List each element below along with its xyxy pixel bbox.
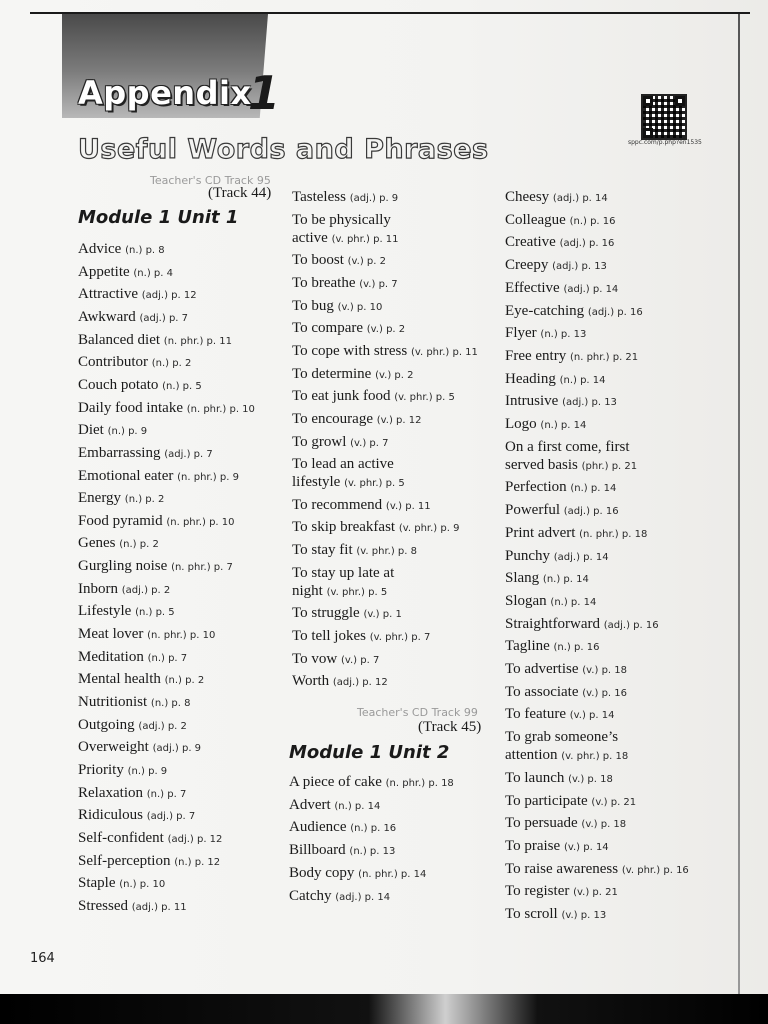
entry-info: (n. phr.) p. 18 (385, 778, 454, 789)
glossary-entry (78, 489, 164, 509)
entry-info: (n.) p. 13 (540, 329, 587, 341)
entry-info: (n. phr.) p. 11 (163, 335, 232, 347)
entry-info: (adj.) p. 12 (167, 833, 223, 845)
teacher-cd-track: Teacher's CD Track 99 (357, 706, 478, 719)
glossary-entry (292, 627, 430, 647)
entry-info: (n.) p. 16 (553, 642, 600, 654)
glossary-entry (78, 784, 186, 804)
entry-word: Slogan (505, 592, 547, 609)
entry-word: Balanced diet (78, 331, 161, 348)
entry-info: (adj.) p. 7 (164, 448, 213, 460)
entry-info: (v. phr.) p. 7 (369, 632, 431, 644)
entry-word: A piece of cake (289, 774, 382, 790)
entry-word: Diet (78, 422, 104, 439)
entry-info: (v.) p. 2 (366, 324, 406, 336)
glossary-entry (505, 547, 609, 567)
entry-word: Energy (78, 490, 122, 507)
glossary-entry (505, 769, 613, 789)
glossary-entry (505, 501, 619, 521)
entry-word: To skip breakfast (292, 519, 396, 536)
entry-info: (adj.) p. 11 (131, 901, 187, 913)
entry-word: Relaxation (78, 784, 143, 801)
glossary-entry (78, 716, 187, 736)
entry-info: (v. phr.) p. 16 (621, 864, 689, 876)
entry-word: To recommend (292, 496, 383, 513)
glossary-entry (78, 874, 165, 894)
entry-word: Intrusive (505, 393, 559, 410)
entry-word: Powerful (505, 502, 560, 519)
entry-info: (adj.) p. 2 (138, 720, 187, 732)
entry-word: Contributor (78, 354, 148, 371)
entry-info: (n.) p. 13 (349, 846, 396, 858)
glossary-entry (505, 615, 659, 635)
glossary-entry (505, 569, 589, 589)
page-number: 164 (30, 951, 55, 966)
entry-info: (n. phr.) p. 10 (166, 516, 235, 528)
glossary-entry (292, 188, 398, 208)
entry-word: To eat junk food (292, 388, 391, 405)
entry-info: (v. phr.) p. 5 (394, 392, 455, 404)
entry-info: (v.) p. 18 (568, 773, 613, 785)
entry-info: (v. phr.) p. 18 (561, 751, 629, 763)
entry-word: To boost (292, 252, 344, 269)
entry-word: Advice (78, 241, 122, 257)
entry-info: (v.) p. 7 (350, 437, 389, 449)
glossary-entry (78, 444, 213, 464)
glossary-entry (78, 580, 170, 600)
entry-word: Overweight (78, 739, 149, 756)
entry-info: (n. phr.) p. 18 (579, 528, 648, 540)
entry-info: (adj.) p. 16 (559, 238, 615, 250)
page-right-edge (738, 14, 740, 994)
glossary-entry (292, 564, 394, 602)
entry-word: To be physically (292, 211, 391, 228)
entry-word: Priority (78, 761, 124, 778)
entry-word: Nutritionist (78, 694, 148, 710)
entry-info: (v.) p. 2 (347, 256, 386, 268)
glossary-entry (78, 738, 201, 758)
entry-word: Attractive (78, 286, 138, 303)
entry-word: Appetite (78, 263, 130, 280)
glossary-entry (505, 302, 643, 322)
entry-info: (adj.) p. 12 (332, 677, 388, 689)
entry-info: (adj.) p. 13 (562, 397, 617, 409)
entry-word: To stay up late at (292, 564, 395, 581)
glossary-entry (292, 342, 478, 362)
entry-info: (adj.) p. 12 (141, 290, 197, 302)
glossary-entry (78, 557, 233, 577)
entry-word: To participate (505, 792, 588, 809)
entry-info: (n.) p. 2 (124, 494, 165, 506)
glossary-entry (505, 905, 606, 925)
entry-info: (n. phr.) p. 10 (186, 403, 255, 415)
entry-word: Worth (292, 673, 330, 690)
glossary-entry (505, 279, 618, 299)
entry-info: (n. phr.) p. 9 (177, 471, 239, 483)
entry-word: Body copy (289, 864, 355, 881)
entry-word: Genes (78, 535, 116, 552)
entry-word: To lead an active (292, 456, 394, 473)
entry-info: (n.) p. 9 (107, 426, 148, 438)
glossary-entry (292, 387, 455, 407)
entry-word: Tagline (505, 638, 550, 655)
entry-word: Advert (289, 796, 331, 813)
entry-info: (adj.) p. 7 (146, 811, 196, 823)
entry-info: (v.) p. 10 (337, 301, 383, 313)
entry-word: Eye-catching (505, 302, 585, 319)
glossary-entry (289, 887, 390, 907)
glossary-entry (505, 660, 627, 680)
entry-word-continued: attention (505, 747, 558, 764)
entry-word: To compare (292, 320, 364, 337)
entry-info: (v.) p. 2 (375, 369, 414, 381)
entry-info: (v.) p. 14 (569, 710, 615, 722)
glossary-entry (289, 841, 395, 861)
glossary-entry (78, 263, 173, 283)
entry-word: Outgoing (78, 716, 135, 733)
entry-word: Self-confident (78, 829, 164, 846)
glossary-entry (292, 455, 405, 493)
glossary-entry (505, 415, 586, 435)
entry-info: (n.) p. 14 (550, 596, 597, 608)
entry-info: (n.) p. 7 (147, 652, 188, 664)
track-number: (Track 45) (418, 719, 482, 735)
entry-word: Heading (505, 370, 556, 387)
glossary-entry (505, 438, 637, 476)
entry-info: (n.) p. 5 (135, 607, 175, 619)
qr-url: sppc.com/p.php?en1535 (628, 139, 702, 146)
entry-info: (n. phr.) p. 21 (569, 351, 639, 363)
entry-word: Colleague (505, 211, 566, 228)
glossary-entry (292, 433, 389, 453)
entry-word: To growl (292, 433, 347, 450)
entry-info: (n.) p. 4 (133, 267, 173, 279)
glossary-entry (78, 602, 175, 622)
glossary-entry (78, 399, 255, 419)
glossary-entry (505, 233, 614, 253)
glossary-entry (289, 773, 454, 793)
entry-word: Catchy (289, 887, 332, 904)
entry-info: (adj.) p. 9 (152, 743, 202, 755)
glossary-entry (505, 683, 627, 703)
entry-info: (v. phr.) p. 11 (410, 346, 478, 358)
entry-info: (v. phr.) p. 8 (356, 546, 417, 558)
entry-info: (v. phr.) p. 5 (326, 586, 388, 598)
entry-word: Staple (78, 875, 116, 892)
entry-word: Self-perception (78, 852, 171, 869)
glossary-entry (505, 256, 607, 276)
glossary-entry (292, 274, 398, 294)
entry-word: To praise (505, 837, 561, 854)
entry-info: (adj.) p. 9 (349, 193, 399, 204)
glossary-entry (78, 693, 191, 713)
entry-word: To determine (292, 365, 372, 382)
entry-word: Free entry (505, 347, 567, 364)
glossary-entry (292, 365, 413, 385)
teacher-cd-track: Teacher's CD Track 95 (150, 174, 271, 187)
entry-word: Creative (505, 234, 556, 251)
entry-info: (n.) p. 10 (119, 879, 166, 891)
page-top-edge (30, 12, 750, 14)
glossary-entry (292, 410, 421, 430)
glossary-entry (292, 496, 431, 516)
entry-word: Embarrassing (78, 444, 161, 461)
glossary-entry (78, 512, 235, 532)
entry-word: Slang (505, 570, 540, 587)
entry-info: (v.) p. 18 (582, 665, 627, 676)
entry-word-continued: lifestyle (292, 474, 341, 491)
glossary-entry (505, 392, 617, 412)
glossary-entry (292, 604, 402, 624)
entry-info: (adj.) p. 16 (563, 506, 619, 518)
glossary-entry (78, 670, 204, 690)
entry-word: Mental health (78, 671, 161, 688)
qr-code-icon[interactable] (643, 96, 685, 138)
glossary-entry (78, 806, 195, 826)
glossary-entry (292, 541, 417, 561)
entry-word: To bug (292, 297, 334, 314)
glossary-entry (505, 370, 606, 390)
glossary-entry (78, 852, 220, 872)
entry-info: (v.) p. 21 (591, 796, 637, 808)
entry-word-continued: night (292, 582, 323, 599)
glossary-entry (289, 818, 396, 838)
qr-corner-icon (643, 96, 653, 106)
glossary-entry (292, 251, 386, 271)
entry-word: To feature (505, 706, 566, 723)
entry-info: (adj.) p. 14 (552, 193, 608, 204)
entry-word-continued: active (292, 229, 328, 246)
entry-info: (adj.) p. 7 (139, 312, 189, 324)
entry-word: Print advert (505, 524, 576, 541)
entry-word: To launch (505, 769, 565, 786)
glossary-entry (78, 331, 232, 351)
glossary-entry (505, 324, 586, 344)
entry-word: Ridiculous (78, 807, 144, 824)
entry-info: (v.) p. 1 (363, 609, 402, 621)
glossary-entry (78, 308, 188, 328)
entry-word-continued: served basis (505, 456, 578, 473)
glossary-entry (292, 211, 399, 249)
glossary-entry (505, 814, 626, 834)
glossary-entry (292, 297, 382, 317)
entry-word: On a first come, first (505, 438, 630, 455)
glossary-entry (78, 534, 159, 554)
entry-info: (n.) p. 16 (350, 823, 397, 835)
track-number: (Track 44) (208, 185, 272, 201)
glossary-entry (78, 648, 187, 668)
glossary-entry (505, 728, 628, 766)
entry-info: (n.) p. 14 (559, 374, 606, 386)
entry-word: To advertise (505, 661, 579, 677)
entry-word: To stay fit (292, 542, 353, 559)
entry-info: (n.) p. 8 (150, 698, 191, 709)
entry-info: (v.) p. 7 (359, 278, 398, 290)
entry-info: (n. phr.) p. 14 (358, 868, 427, 880)
entry-info: (phr.) p. 21 (581, 460, 638, 472)
glossary-entry (78, 240, 165, 260)
entry-info: (v.) p. 7 (340, 654, 380, 666)
entry-word: Creepy (505, 257, 549, 274)
glossary-entry (78, 421, 147, 441)
glossary-entry (78, 285, 197, 305)
entry-word: To tell jokes (292, 628, 366, 645)
glossary-entry (292, 518, 459, 538)
entry-word: To cope with stress (292, 342, 408, 359)
entry-info: (n.) p. 16 (569, 215, 616, 227)
glossary-entry (292, 650, 379, 670)
entry-info: (v. phr.) p. 5 (344, 478, 405, 490)
glossary-entry (505, 188, 608, 208)
entry-info: (adj.) p. 14 (553, 551, 609, 563)
entry-info: (v.) p. 18 (581, 819, 627, 831)
entry-word: To struggle (292, 605, 360, 622)
entry-info: (n.) p. 14 (542, 574, 589, 586)
entry-info: (v.) p. 13 (561, 910, 607, 921)
entry-word: Perfection (505, 479, 567, 496)
entry-word: Lifestyle (78, 603, 132, 620)
entry-word: To breathe (292, 274, 356, 291)
qr-corner-icon (643, 128, 653, 138)
glossary-entry (505, 637, 599, 657)
entry-word: To associate (505, 683, 579, 700)
entry-word: Punchy (505, 547, 550, 564)
glossary-entry (78, 353, 191, 373)
entry-word: Meditation (78, 648, 144, 665)
entry-info: (adj.) p. 2 (121, 584, 171, 596)
page-subtitle: Useful Words and Phrases (78, 134, 489, 165)
entry-word: Straightforward (505, 615, 600, 632)
entry-info: (adj.) p. 14 (563, 283, 619, 295)
entry-info: (n.) p. 14 (570, 483, 617, 495)
glossary-entry (505, 792, 636, 812)
entry-word: Daily food intake (78, 399, 183, 416)
entry-info: (n.) p. 14 (334, 800, 381, 812)
entry-word: To vow (292, 650, 338, 667)
glossary-entry (78, 761, 167, 781)
entry-info: (adj.) p. 13 (552, 261, 607, 273)
entry-info: (n.) p. 2 (151, 358, 192, 370)
entry-word: To encourage (292, 410, 373, 427)
entry-info: (n. phr.) p. 7 (171, 562, 233, 574)
entry-info: (adj.) p. 16 (587, 306, 643, 318)
glossary-entry (505, 882, 618, 902)
entry-word: To persuade (505, 815, 578, 832)
entry-word: Inborn (78, 580, 118, 597)
entry-info: (v. phr.) p. 9 (398, 523, 460, 535)
entry-word: Emotional eater (78, 467, 174, 484)
entry-word: Cheesy (505, 189, 550, 205)
entry-word: Meat lover (78, 626, 144, 643)
scan-bottom-edge (0, 994, 768, 1024)
entry-word: Logo (505, 416, 537, 432)
entry-word: Awkward (78, 308, 136, 325)
glossary-entry (78, 897, 187, 917)
entry-info: (adj.) p. 14 (335, 891, 391, 903)
entry-word: Tasteless (292, 189, 346, 205)
entry-word: Stressed (78, 897, 128, 914)
glossary-entry (505, 860, 689, 880)
entry-info: (n.) p. 8 (125, 245, 165, 256)
entry-info: (n.) p. 2 (164, 675, 205, 687)
appendix-number: 1 (248, 66, 281, 120)
entry-word: Gurgling noise (78, 558, 168, 575)
entry-info: (v.) p. 14 (563, 841, 609, 853)
entry-info: (n.) p. 7 (146, 788, 187, 800)
entry-word: Audience (289, 819, 347, 836)
entry-info: (v.) p. 11 (385, 500, 431, 512)
entry-word: Couch potato (78, 376, 159, 393)
glossary-entry (505, 592, 596, 612)
entry-info: (n.) p. 14 (540, 420, 587, 431)
entry-word: Food pyramid (78, 512, 163, 529)
glossary-entry (505, 837, 609, 857)
appendix-title: Appendix (78, 74, 252, 112)
glossary-entry (292, 319, 405, 339)
entry-info: (v.) p. 21 (573, 887, 618, 899)
glossary-entry (78, 467, 239, 487)
glossary-entry (289, 796, 380, 816)
glossary-entry (78, 376, 202, 396)
glossary-entry (505, 211, 616, 231)
qr-corner-icon (675, 96, 685, 106)
entry-word: Effective (505, 279, 560, 296)
entry-info: (n.) p. 5 (162, 380, 202, 392)
module-heading: Module 1 Unit 2 (289, 742, 450, 763)
entry-info: (n.) p. 9 (127, 765, 168, 777)
module-heading: Module 1 Unit 1 (78, 207, 239, 228)
glossary-entry (505, 705, 614, 725)
glossary-entry (505, 478, 616, 498)
entry-word: Billboard (289, 842, 346, 859)
entry-word: Flyer (505, 325, 537, 342)
glossary-entry (78, 829, 222, 849)
glossary-entry (289, 864, 426, 884)
entry-info: (v.) p. 16 (582, 687, 627, 699)
entry-info: (n.) p. 12 (174, 856, 221, 868)
entry-word: To raise awareness (505, 860, 619, 877)
entry-word: To register (505, 883, 570, 900)
glossary-entry (292, 672, 388, 692)
entry-info: (v.) p. 12 (376, 414, 422, 426)
entry-info: (adj.) p. 16 (603, 619, 659, 631)
glossary-entry (505, 524, 647, 544)
entry-info: (n. phr.) p. 10 (147, 630, 216, 642)
glossary-entry (505, 347, 638, 367)
entry-info: (v. phr.) p. 11 (331, 233, 399, 245)
entry-word: To scroll (505, 906, 558, 922)
entry-word: To grab someone’s (505, 729, 619, 746)
entry-info: (n.) p. 2 (119, 539, 159, 551)
glossary-entry (78, 625, 215, 645)
